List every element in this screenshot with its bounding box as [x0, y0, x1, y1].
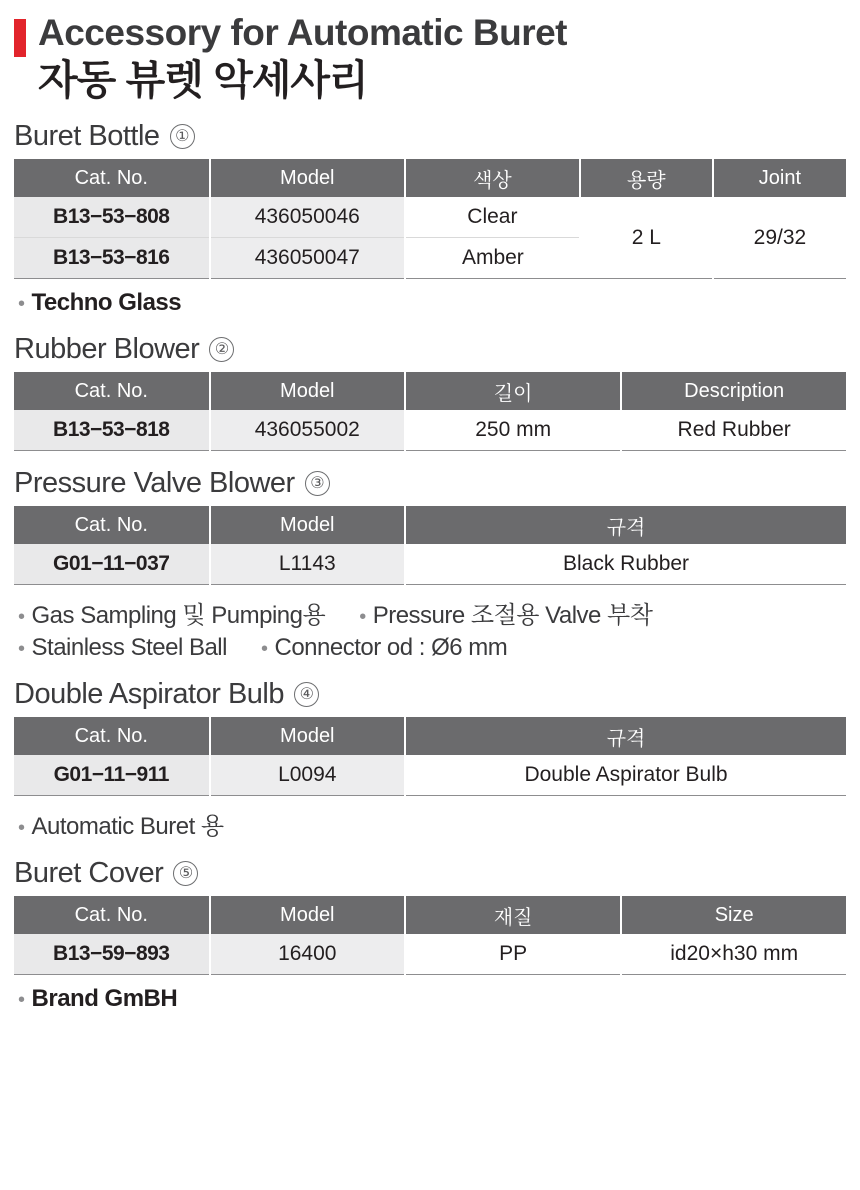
cell-size: id20×h30 mm: [621, 934, 846, 975]
table-header-row: [14, 717, 846, 755]
cell-catalog-number: B13−53−808: [14, 197, 210, 238]
note-item: [18, 289, 181, 317]
note-item: [18, 985, 177, 1013]
note-item: [18, 634, 227, 662]
table-buret-bottle: [14, 159, 846, 279]
table-row: [14, 544, 846, 585]
column-header: Cat. No.: [14, 717, 210, 755]
column-header: 재질: [405, 896, 621, 934]
bullet-dot-icon: •: [18, 638, 25, 661]
column-header: 규격: [405, 717, 846, 755]
table-pressure-valve-blower: [14, 506, 846, 585]
note-row: [18, 985, 846, 1013]
section-heading-rubber-blower: [14, 333, 846, 366]
column-header: Model: [210, 717, 406, 755]
cell-length: 250 mm: [405, 410, 621, 451]
cell-model: 436050046: [210, 197, 406, 238]
column-header: Cat. No.: [14, 506, 210, 544]
section-title: Rubber Blower: [14, 333, 200, 366]
table-header-row: [14, 506, 846, 544]
page-title: [14, 14, 846, 104]
column-header: Model: [210, 159, 406, 197]
note-row: [18, 595, 846, 630]
cell-catalog-number: G01−11−037: [14, 544, 210, 585]
column-header: Description: [621, 372, 846, 410]
column-header: 색상: [405, 159, 580, 197]
title-korean: 자동 뷰렛 악세사리: [38, 57, 368, 103]
section-number-badge: ②: [209, 337, 234, 362]
cell-model: 16400: [210, 934, 406, 975]
column-header: Model: [210, 506, 406, 544]
bullet-dot-icon: •: [18, 606, 25, 629]
table-row: [14, 197, 846, 238]
note-item: [18, 806, 224, 841]
table-header-row: [14, 896, 846, 934]
section-number-badge: ③: [305, 471, 330, 496]
note-text: Gas Sampling 및 Pumping용: [31, 602, 326, 630]
column-header: Size: [621, 896, 846, 934]
note-text: Techno Glass: [31, 289, 182, 317]
title-english: Accessory for Automatic Buret: [38, 12, 567, 53]
table-row: [14, 755, 846, 796]
table-row: [14, 934, 846, 975]
note-text: Pressure 조절용 Valve 부착: [372, 602, 653, 630]
note-text: Connector od : Ø6 mm: [274, 634, 508, 662]
note-item: [359, 595, 652, 630]
bullet-dot-icon: •: [260, 638, 268, 661]
section-heading-buret-bottle: [14, 120, 846, 153]
note-row: [18, 289, 846, 317]
column-header: Cat. No.: [14, 896, 210, 934]
accent-bar: [14, 19, 26, 57]
column-header: Model: [210, 372, 406, 410]
note-item: [18, 595, 325, 630]
note-row: [18, 634, 846, 662]
notes-buret-bottle: [18, 289, 846, 317]
section-title: Double Aspirator Bulb: [14, 678, 284, 711]
note-text: Stainless Steel Ball: [31, 634, 227, 662]
cell-catalog-number: B13−53−816: [14, 238, 210, 279]
column-header: Cat. No.: [14, 159, 210, 197]
section-heading-buret-cover: [14, 857, 846, 890]
cell-color: Clear: [405, 197, 580, 238]
section-number-badge: ①: [170, 124, 195, 149]
note-text: Brand GmBH: [31, 985, 178, 1013]
cell-catalog-number: B13−59−893: [14, 934, 210, 975]
table-header-row: [14, 372, 846, 410]
cell-spec: Black Rubber: [405, 544, 846, 585]
bullet-dot-icon: •: [359, 606, 366, 629]
column-header: Cat. No.: [14, 372, 210, 410]
cell-joint: 29/32: [713, 197, 846, 279]
note-row: [18, 806, 846, 841]
column-header: 용량: [580, 159, 713, 197]
section-number-badge: ④: [294, 682, 319, 707]
column-header: 규격: [405, 506, 846, 544]
cell-catalog-number: G01−11−911: [14, 755, 210, 796]
column-header: Joint: [713, 159, 846, 197]
cell-spec: Double Aspirator Bulb: [405, 755, 846, 796]
cell-model: 436055002: [210, 410, 406, 451]
section-title: Buret Cover: [14, 857, 164, 890]
notes-buret-cover: [18, 985, 846, 1013]
column-header: Model: [210, 896, 406, 934]
cell-model: L1143: [210, 544, 406, 585]
notes-double-aspirator-bulb: [18, 806, 846, 841]
section-number-badge: ⑤: [173, 861, 198, 886]
cell-catalog-number: B13−53−818: [14, 410, 210, 451]
column-header: 길이: [405, 372, 621, 410]
cell-model: 436050047: [210, 238, 406, 279]
title-texts: [38, 14, 567, 104]
table-double-aspirator-bulb: [14, 717, 846, 796]
table-row: [14, 410, 846, 451]
section-title: Pressure Valve Blower: [14, 467, 295, 500]
table-buret-cover: [14, 896, 846, 975]
bullet-dot-icon: •: [18, 989, 25, 1012]
cell-model: L0094: [210, 755, 406, 796]
section-heading-pressure-valve-blower: [14, 467, 846, 500]
table-header-row: [14, 159, 846, 197]
section-title: Buret Bottle: [14, 120, 160, 153]
cell-capacity: 2 L: [580, 197, 713, 279]
cell-color: Amber: [405, 238, 580, 279]
notes-pressure-valve-blower: [18, 595, 846, 662]
section-heading-double-aspirator-bulb: [14, 678, 846, 711]
table-rubber-blower: [14, 372, 846, 451]
note-text: Automatic Buret 용: [31, 813, 224, 841]
cell-material: PP: [405, 934, 621, 975]
cell-description: Red Rubber: [621, 410, 846, 451]
bullet-dot-icon: •: [18, 293, 25, 316]
bullet-dot-icon: •: [18, 817, 25, 840]
note-item: [261, 634, 507, 662]
